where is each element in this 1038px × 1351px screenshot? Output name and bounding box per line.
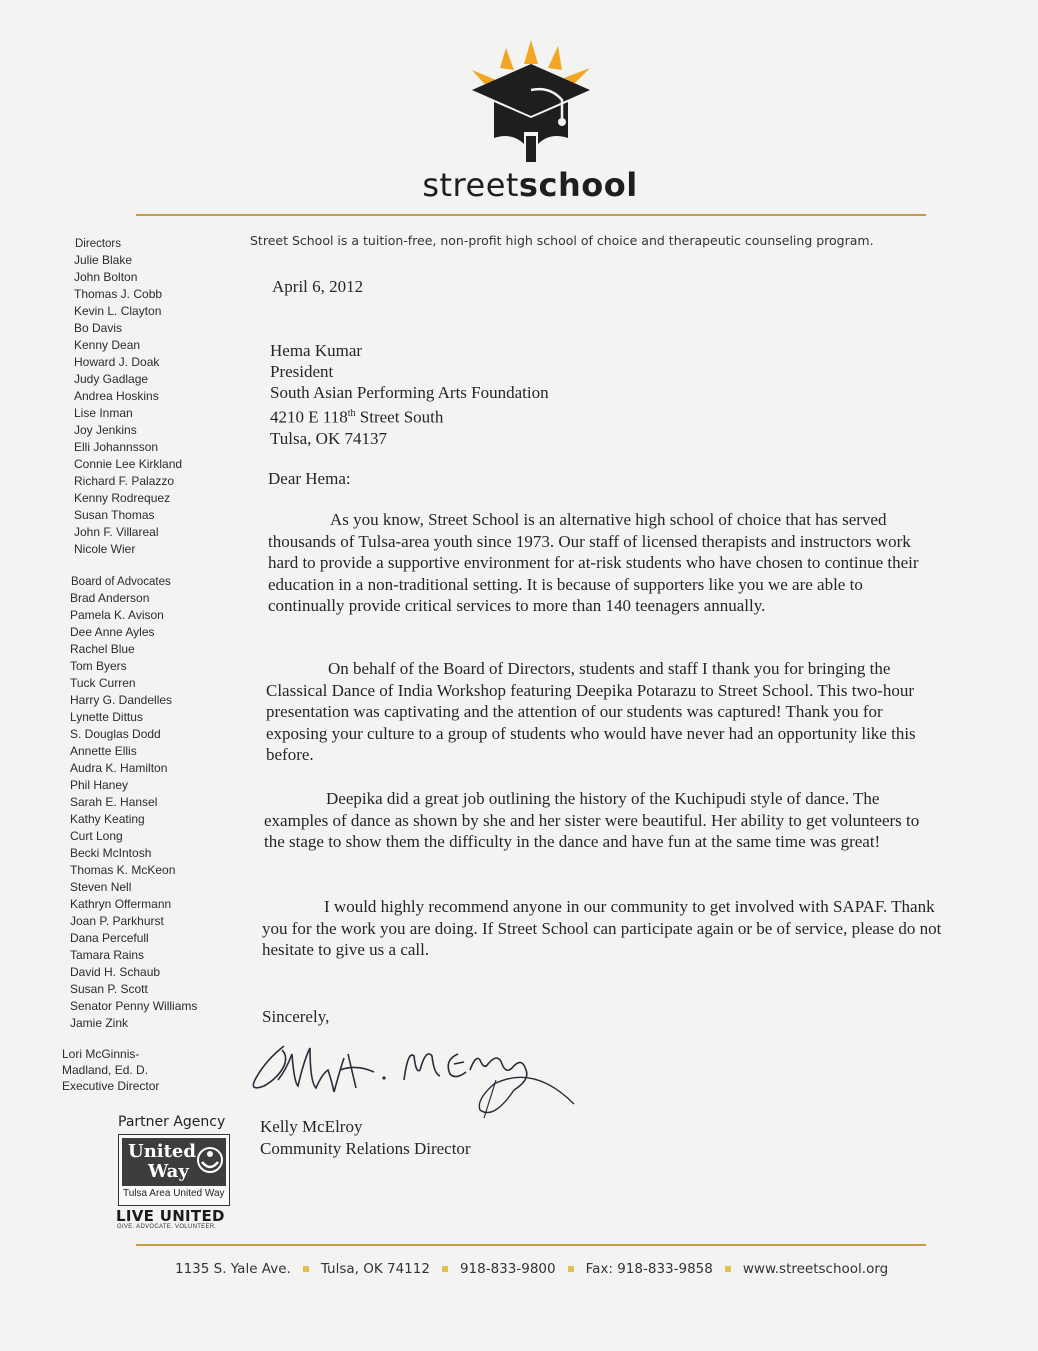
recipient-street-suffix: th [347, 408, 356, 419]
recipient-org: South Asian Performing Arts Foundation [270, 383, 549, 402]
director-name: Julie Blake [74, 253, 133, 267]
directors-list [60, 252, 230, 558]
closing: Sincerely, [262, 1007, 330, 1026]
director-name: Kenny Dean [74, 338, 141, 352]
brand-word-school: school [518, 166, 638, 204]
footer-fax: Fax: 918-833-9858 [585, 1261, 713, 1277]
live-united-label: LIVE UNITED [116, 1207, 225, 1225]
advocate-name: Tamara Rains [70, 948, 145, 962]
director-name: Elli Johannsson [74, 440, 159, 454]
advocate-name: Susan P. Scott [70, 982, 148, 996]
footer-address: 1135 S. Yale Ave. [175, 1261, 291, 1277]
director-name: Susan Thomas [74, 508, 155, 522]
advocate-name: Brad Anderson [70, 591, 150, 605]
footer-divider [136, 1244, 926, 1246]
greeting: Dear Hema: [268, 469, 351, 488]
recipient-title: President [270, 362, 334, 381]
letter-date: April 6, 2012 [272, 277, 364, 296]
advocate-name: Curt Long [70, 829, 123, 843]
director-name: Andrea Hoskins [74, 389, 159, 403]
united-way-logo [118, 1134, 230, 1206]
advocate-name: Tuck Curren [70, 676, 136, 690]
footer-website[interactable]: www.streetschool.org [742, 1261, 889, 1277]
advocate-name: Pamela K. Avison [70, 608, 164, 622]
executive-director-block [62, 1046, 230, 1094]
footer-separator [568, 1266, 574, 1272]
brand-wordmark [380, 166, 680, 204]
director-name: Howard J. Doak [74, 355, 160, 369]
advocate-name: Kathryn Offermann [70, 897, 172, 911]
director-name: Lise Inman [74, 406, 133, 420]
footer-separator [725, 1266, 731, 1272]
advocate-name: Steven Nell [70, 880, 132, 894]
advocates-heading: Board of Advocates [71, 576, 171, 588]
live-united-subtitle: GIVE. ADVOCATE. VOLUNTEER. [117, 1224, 217, 1230]
director-name: Richard F. Palazzo [74, 474, 175, 488]
recipient-city: Tulsa, OK 74137 [270, 428, 387, 448]
paragraph-2: On behalf of the Board of Directors, students and staff I thank you for bringing the Classical Dance of India Workshop featuring Deepika Potarazu to Street School. This two-hour presentation was captivating and the attention of our students was captured! Thank you for exposing your culture to a group of students who would have never had an opportunity like this before. [266, 659, 916, 764]
advocate-name: Senator Penny Williams [70, 999, 198, 1013]
exec-name-line2: Madland, Ed. D. [62, 1063, 149, 1077]
advocate-name: Dana Percefull [70, 931, 149, 945]
advocate-name: Becki McIntosh [70, 846, 152, 860]
directors-heading: Directors [75, 238, 122, 250]
advocate-name: Thomas K. McKeon [70, 863, 176, 877]
recipient-address [270, 340, 549, 449]
united-way-word1: United [128, 1141, 196, 1162]
paragraph-1: As you know, Street School is an alternative high school of choice that has served thousands of Tulsa-area youth since 1973. Our staff of licensed therapists and instructors work hard to provide a supportive environment for at-risk students who have chosen to continue their education in a non-traditional setting. It is because of supporters like you we are able to continually provide critical services to more than 140 teenagers annually. [268, 510, 919, 615]
united-way-caption: Tulsa Area United Way [123, 1188, 225, 1199]
director-name: Thomas J. Cobb [74, 287, 163, 301]
united-way-word2: Way [148, 1161, 189, 1182]
brand-word-street: street [422, 166, 519, 204]
partner-agency-label: Partner Agency [118, 1114, 226, 1130]
advocate-name: Rachel Blue [70, 642, 135, 656]
advocate-name: Kathy Keating [70, 812, 145, 826]
recipient-street [270, 403, 549, 428]
director-name: Kevin L. Clayton [74, 304, 162, 318]
director-name: Connie Lee Kirkland [74, 457, 183, 471]
paragraph-4: I would highly recommend anyone in our community to get involved with SAPAF. Thank you for the work you are doing. If Street School can participate again or be of service, please do not hesitate to give us a call. [262, 897, 942, 959]
footer-city: Tulsa, OK 74112 [320, 1261, 430, 1277]
director-name: Joy Jenkins [74, 423, 137, 437]
sidebar [60, 236, 230, 1094]
exec-title: Executive Director [62, 1079, 160, 1093]
united-way-hand-icon [196, 1146, 224, 1178]
advocate-name: Harry G. Dandelles [70, 693, 173, 707]
director-name: Kenny Rodrequez [74, 491, 171, 505]
united-way-logo-panel [122, 1138, 226, 1186]
advocates-list [60, 590, 230, 1032]
paragraph-3: Deepika did a great job outlining the history of the Kuchipudi style of dance. The examples of dance as shown by she and her sister were beautiful. Her ability to get volunteers to the stage to show them the difficulty in the dance and have fun at the same time was great! [264, 789, 920, 851]
footer-separator [303, 1266, 309, 1272]
footer-phone: 918-833-9800 [459, 1261, 556, 1277]
advocate-name: Jamie Zink [70, 1016, 129, 1030]
graduation-cap-logo-icon [466, 40, 596, 165]
footer-separator [442, 1266, 448, 1272]
director-name: Nicole Wier [74, 542, 136, 556]
advocate-name: Sarah E. Hansel [70, 795, 158, 809]
advocate-name: S. Douglas Dodd [70, 727, 161, 741]
recipient-street-number: 4210 E 118 [270, 407, 348, 427]
advocate-name: David H. Schaub [70, 965, 161, 979]
director-name: John Bolton [74, 270, 138, 284]
advocate-name: Lynette Dittus [70, 710, 143, 724]
director-name: Bo Davis [74, 321, 123, 335]
handwritten-signature-icon [244, 1030, 584, 1120]
advocate-name: Dee Anne Ayles [70, 625, 155, 639]
director-name: John F. Villareal [74, 525, 159, 539]
signer-title: Community Relations Director [260, 1138, 471, 1158]
advocate-name: Annette Ellis [70, 744, 137, 758]
recipient-name: Hema Kumar [270, 341, 363, 360]
recipient-street-name: Street South [355, 407, 444, 427]
signer-name: Kelly McElroy [260, 1117, 363, 1136]
advocate-name: Audra K. Hamilton [70, 761, 168, 775]
advocate-name: Joan P. Parkhurst [70, 914, 164, 928]
exec-name-line1: Lori McGinnis- [62, 1047, 140, 1061]
header-divider [136, 214, 926, 216]
advocate-name: Phil Haney [70, 778, 129, 792]
director-name: Judy Gadlage [74, 372, 149, 386]
signer-block [260, 1116, 471, 1159]
footer-contact [175, 1261, 888, 1277]
advocate-name: Tom Byers [70, 659, 127, 673]
tagline: Street School is a tuition-free, non-profit high school of choice and therapeutic counseling program. [250, 233, 874, 248]
